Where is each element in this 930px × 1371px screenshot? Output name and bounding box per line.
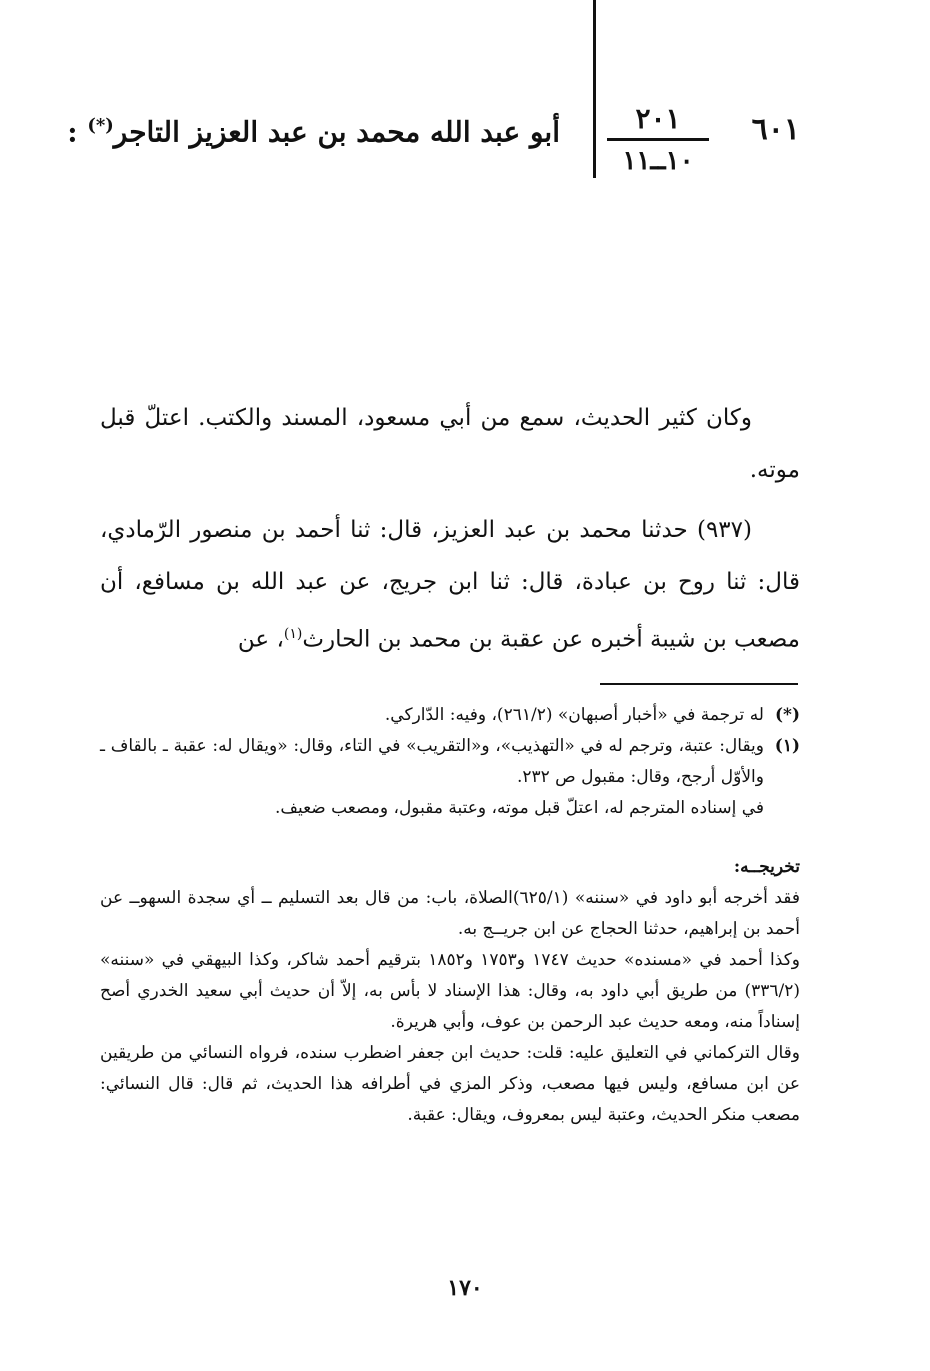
- takhrij-paragraph: وقال التركماني في التعليق عليه: قلت: حديث ابن جعفر اضطرب سنده، فرواه النسائي من طريقين عن ابن مسافع، وليس فيها مصعب، وذكر المزي في أطرافه هذا الحديث، ثم قال: قال النسائي: مصعب منكر الحديث، وعتبة ليس بمعروف، ويقال: عقبة.: [100, 1043, 800, 1125]
- hadith-text-end: ، عن: [237, 626, 284, 653]
- footnote-1: [100, 731, 800, 824]
- entry-title: [67, 115, 560, 149]
- entry-title-text: أبو عبد الله محمد بن عبد العزيز التاجر: [113, 115, 560, 149]
- footnotes: [100, 700, 800, 824]
- main-paragraph-1: وكان كثير الحديث، سمع من أبي مسعود، المسند والكتب. اعتلّ قبل موته.: [100, 405, 800, 483]
- takhrij-paragraph: وكذا أحمد في «مسنده» حديث ١٧٤٧ و١٧٥٣ و١٨٥٢ بترقيم أحمد شاكر، وكذا البيهقي في «سننه» (٣٣٦/٢) من طريق أبي داود به، وقال: هذا الإسناد لا بأس به، إلاّ أن حديث أبي سعيد الخدري أصح إسناداً منه، ومعه حديث عبد الرحمن بن عوف، وأبي هريرة.: [100, 950, 801, 1032]
- main-text: [100, 392, 800, 666]
- footnote-mark: (١): [774, 736, 800, 756]
- takhrij-heading: تخريجــه:: [733, 857, 800, 877]
- footnote-star: [100, 700, 800, 731]
- fraction-bar: [607, 138, 709, 141]
- header-divider-line: [593, 0, 596, 178]
- entry-number: ٦٠١: [751, 112, 800, 147]
- title-footnote-marker: (*): [87, 115, 114, 136]
- fraction-top: ٢٠١: [635, 102, 681, 135]
- footnote-line: له ترجمة في «أخبار أصبهان» (٢٦١/٢)، وفيه: الدّاركي.: [384, 705, 764, 725]
- title-colon: :: [67, 115, 78, 149]
- footnote-text: [100, 731, 764, 824]
- footnote-line: ويقال: عتبة، وترجم له في «التهذيب»، و«التقريب» في التاء، وقال: «ويقال له: عقبة ـ بالقاف ـ والأوّل أرجح، وقال: مقبول ص ٢٣٢.: [100, 736, 764, 787]
- fraction-bottom: ١٠ــ١١: [622, 146, 694, 176]
- footnote-mark: (*): [775, 705, 800, 725]
- main-paragraph-2: [100, 504, 800, 666]
- hadith-text: (٩٣٧) حدثنا محمد بن عبد العزيز، قال: ثنا أحمد بن منصور الرّمادي، قال: ثنا روح بن عبادة، قال: ثنا ابن جريج، عن عبد الله بن مسافع، أن مصعب بن شيبة أخبره عن عقبة بن محمد بن الحارث: [100, 517, 800, 653]
- takhrij-section: [100, 852, 800, 1131]
- header-fraction: [603, 102, 713, 177]
- takhrij-paragraph: فقد أخرجه أبو داود في «سننه» (٦٢٥/١)الصلاة، باب: من قال بعد التسليم ــ أي سجدة السهوــ عن أحمد بن إبراهيم، حدثنا الحجاج عن ابن جريــج به.: [100, 888, 800, 939]
- footnote-line: في إسناده المترجم له، اعتلّ قبل موته، وعتبة مقبول، ومصعب ضعيف.: [274, 798, 764, 818]
- footnote-text: [100, 700, 764, 731]
- page-number: ١٧٠: [447, 1275, 483, 1301]
- footnote-ref-1: (١): [283, 626, 303, 642]
- footnote-separator: [600, 683, 798, 685]
